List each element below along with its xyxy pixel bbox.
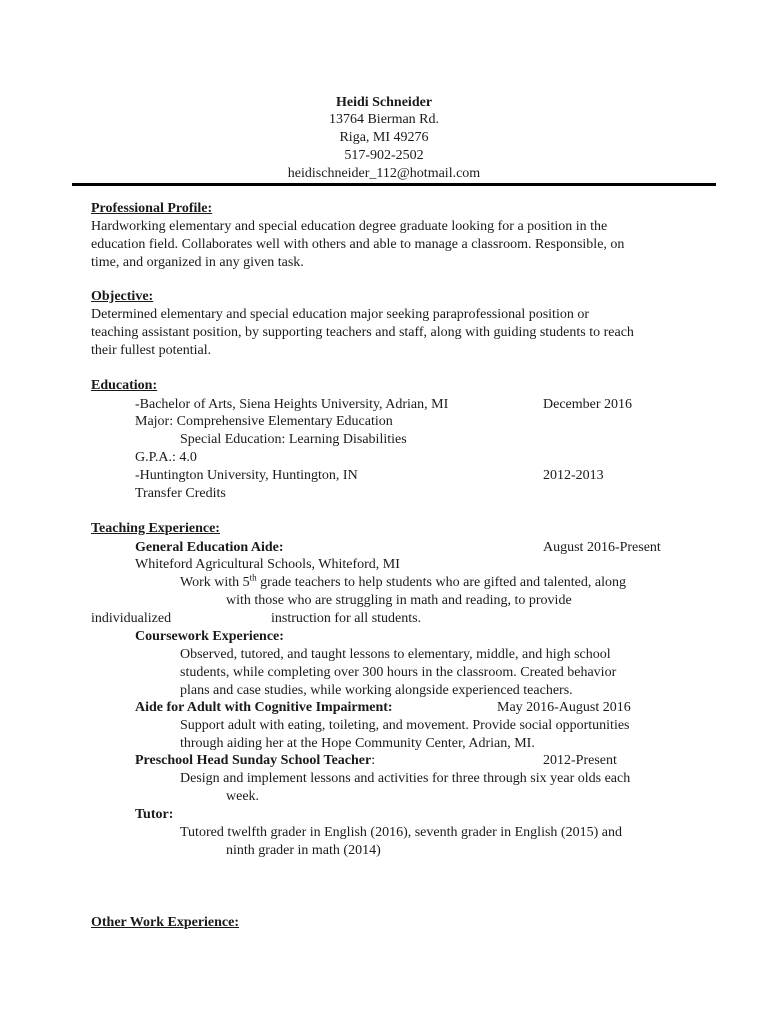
coursework-title: Coursework Experience: bbox=[135, 629, 284, 644]
coursework-line: Observed, tutored, and taught lessons to elementary, middle, and high school bbox=[180, 647, 611, 662]
degree-entry: -Bachelor of Arts, Siena Heights University, Adrian, MI bbox=[135, 397, 449, 412]
aide-line-3b: instruction for all students. bbox=[271, 611, 422, 626]
school2-date: 2012-2013 bbox=[543, 468, 604, 483]
tutor-title: Tutor: bbox=[135, 807, 174, 822]
adult-aide-line: through aiding her at the Hope Community Center, Adrian, MI. bbox=[180, 736, 535, 751]
education-heading: Education: bbox=[91, 378, 158, 393]
tutor-line-1: Tutored twelfth grader in English (2016), seventh grader in English (2015) and bbox=[180, 825, 622, 840]
objective-line: teaching assistant position, by supporting teachers and staff, along with guiding students to reach bbox=[91, 325, 634, 340]
transfer-credits: Transfer Credits bbox=[135, 486, 226, 501]
major-entry: Major: Comprehensive Elementary Education bbox=[135, 414, 393, 429]
gpa-entry: G.P.A.: 4.0 bbox=[135, 450, 197, 465]
profile-heading: Professional Profile: bbox=[91, 201, 213, 216]
profile-line: education field. Collaborates well with others and able to manage a classroom. Responsible, on bbox=[91, 237, 625, 252]
profile-line: time, and organized in any given task. bbox=[91, 255, 304, 270]
aide-line-3a: individualized bbox=[91, 611, 172, 626]
school2-entry: -Huntington University, Huntington, IN bbox=[135, 468, 358, 483]
adult-aide-title: Aide for Adult with Cognitive Impairment: bbox=[135, 700, 393, 715]
degree-date: December 2016 bbox=[543, 397, 633, 412]
profile-line: Hardworking elementary and special education degree graduate looking for a position in the bbox=[91, 219, 608, 234]
coursework-line: students, while completing over 300 hours in the classroom. Created behavior bbox=[180, 665, 617, 680]
street-address: 13764 Bierman Rd. bbox=[328, 112, 440, 127]
tutor-line-2: ninth grader in math (2014) bbox=[226, 843, 381, 858]
email-address[interactable]: heidischneider_112@hotmail.com bbox=[287, 166, 481, 181]
candidate-name: Heidi Schneider bbox=[335, 95, 433, 110]
minor-entry: Special Education: Learning Disabilities bbox=[180, 432, 407, 447]
objective-line: their fullest potential. bbox=[91, 343, 212, 358]
aide-title: General Education Aide: bbox=[135, 540, 284, 555]
teaching-heading: Teaching Experience: bbox=[91, 521, 220, 536]
preschool-line-2: week. bbox=[226, 789, 260, 804]
phone-number: 517-902-2502 bbox=[344, 148, 424, 163]
preschool-line-1: Design and implement lessons and activities for three through six year olds each bbox=[180, 771, 631, 786]
preschool-date: 2012-Present bbox=[543, 753, 617, 768]
adult-aide-line: Support adult with eating, toileting, and movement. Provide social opportunities bbox=[180, 718, 630, 733]
objective-line: Determined elementary and special education major seeking paraprofessional position or bbox=[91, 307, 589, 322]
aide-employer: Whiteford Agricultural Schools, Whiteford, MI bbox=[135, 557, 400, 572]
objective-heading: Objective: bbox=[91, 289, 154, 304]
other-work-heading: Other Work Experience: bbox=[91, 915, 240, 930]
aide-line-1: Work with 5th grade teachers to help students who are gifted and talented, along bbox=[180, 572, 626, 590]
aide-date: August 2016-Present bbox=[543, 540, 661, 555]
coursework-line: plans and case studies, while working alongside experienced teachers. bbox=[180, 683, 573, 698]
preschool-title: Preschool Head Sunday School Teacher: bbox=[135, 753, 376, 768]
city-state-zip: Riga, MI 49276 bbox=[339, 130, 429, 145]
adult-aide-date: May 2016-August 2016 bbox=[497, 700, 631, 715]
header-divider bbox=[72, 183, 716, 186]
aide-line-2: with those who are struggling in math and reading, to provide bbox=[226, 593, 572, 608]
